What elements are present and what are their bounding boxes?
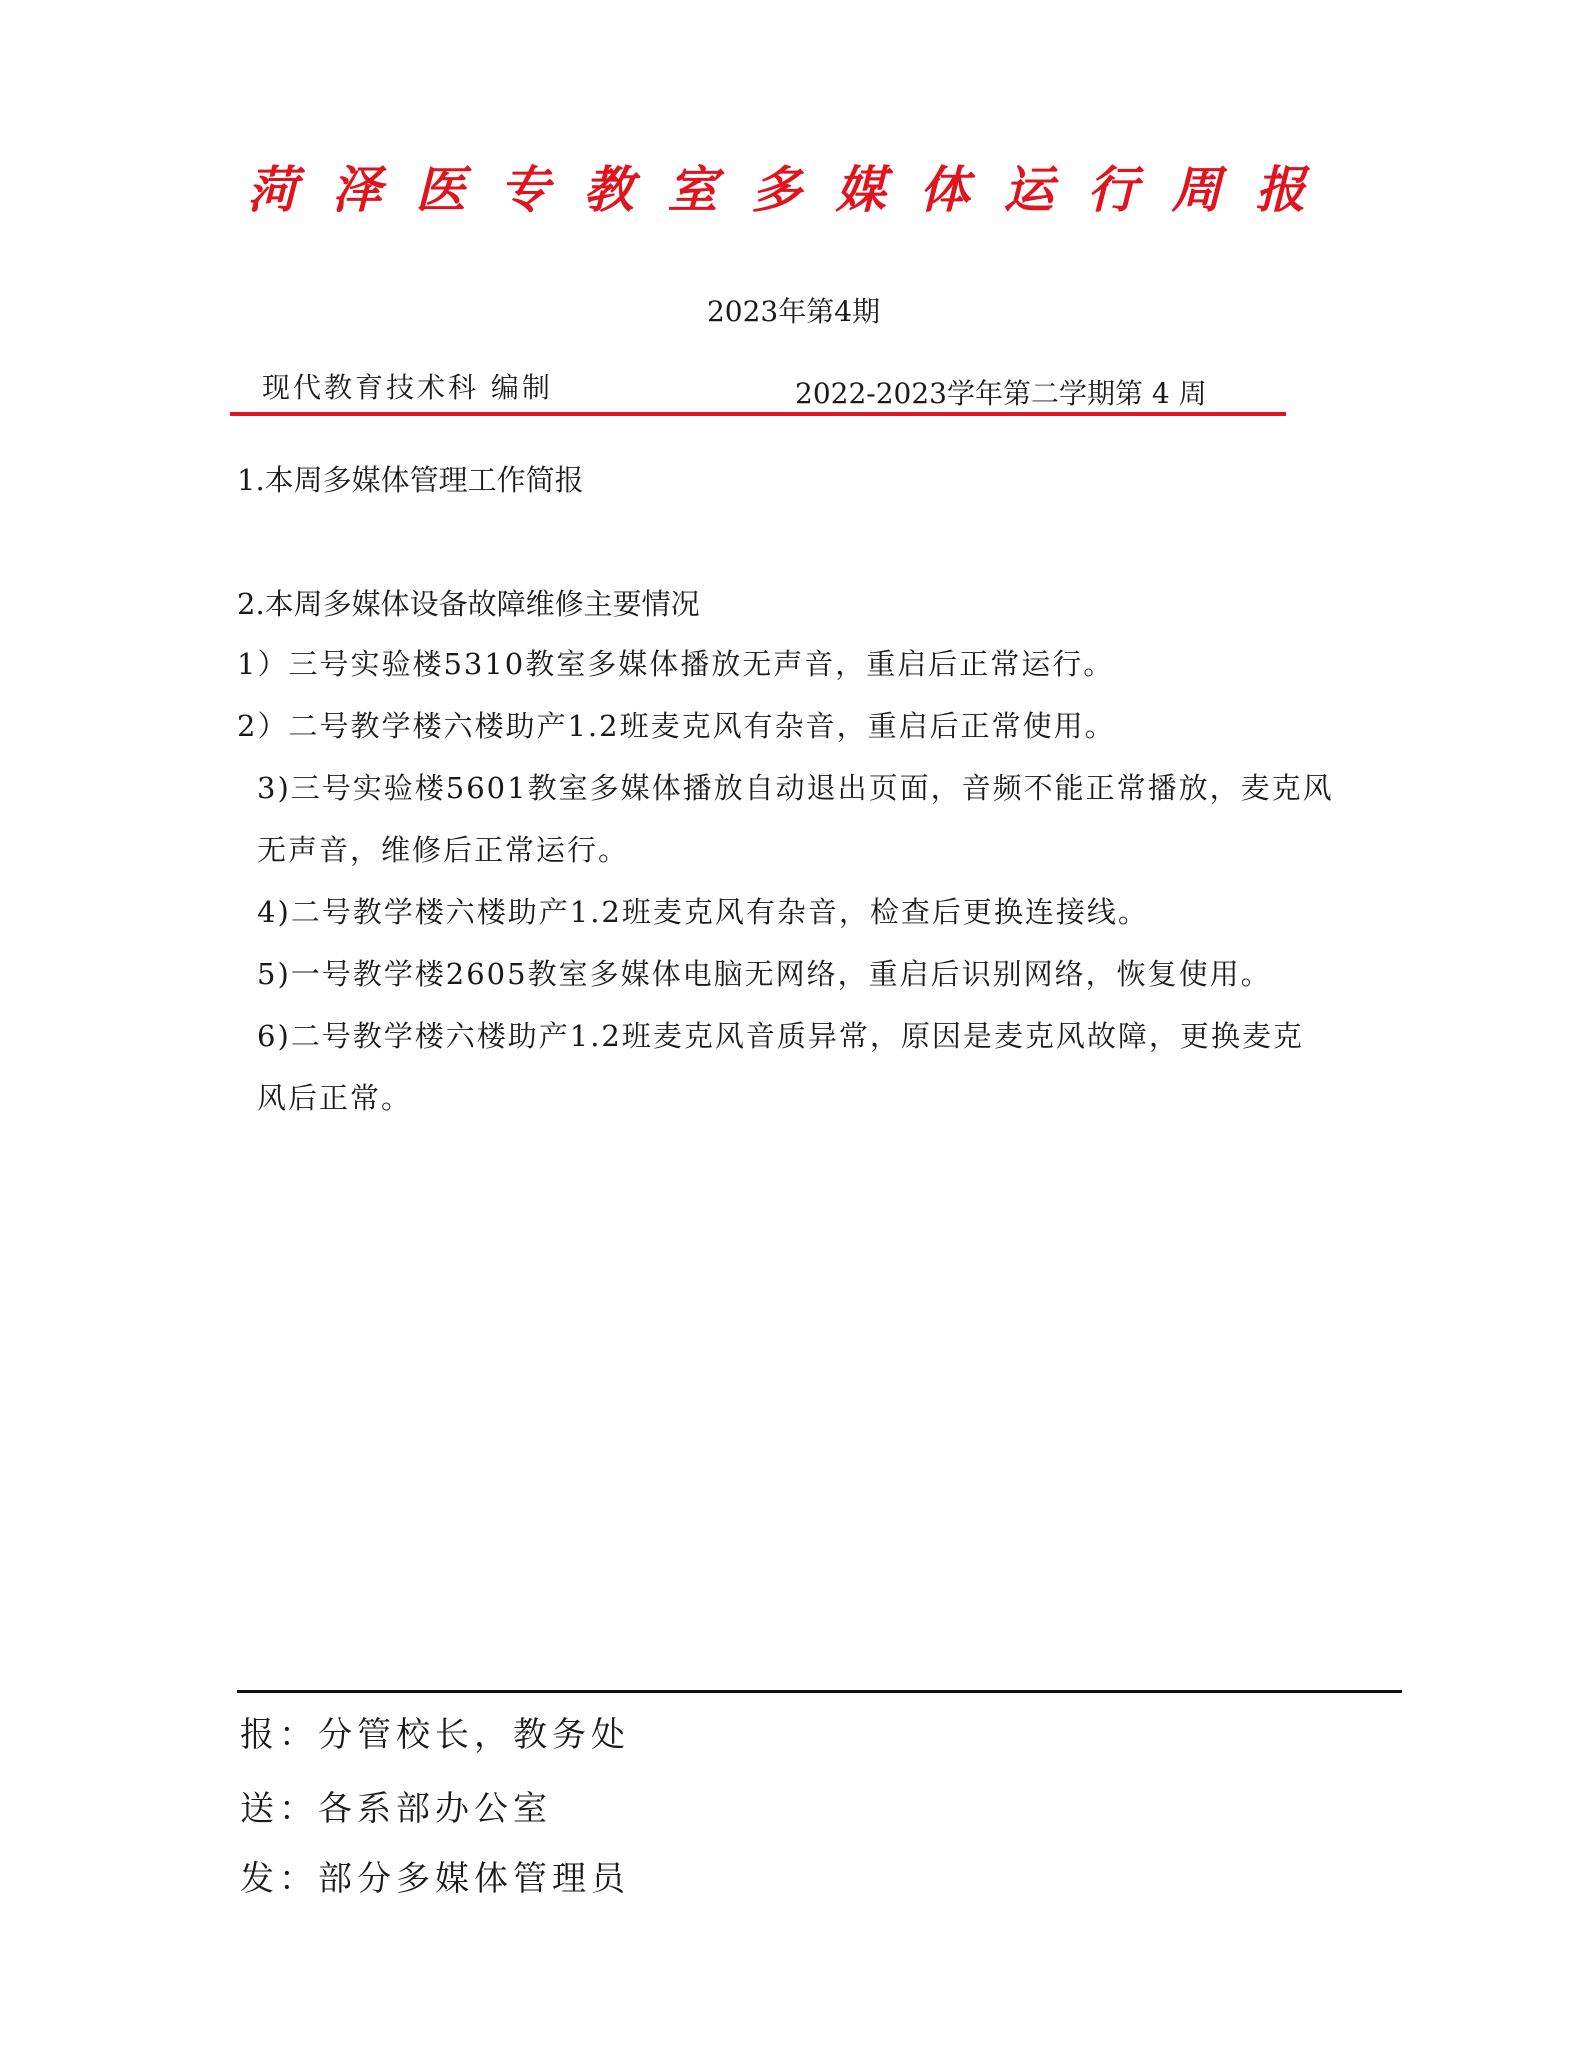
section-2-heading: 2.本周多媒体设备故障维修主要情况	[237, 587, 700, 621]
repair-item-6-continued: 风后正常。	[257, 1081, 413, 1115]
issue-number: 2023年第4期	[706, 295, 881, 328]
repair-item-5: 5)一号教学楼2605教室多媒体电脑无网络，重启后识别网络，恢复使用。	[257, 957, 1272, 991]
report-to: 报：分管校长，教务处	[240, 1715, 630, 1755]
repair-item-1: 1）三号实验楼5310教室多媒体播放无声音，重启后正常运行。	[237, 647, 1115, 681]
repair-item-4: 4)二号教学楼六楼助产1.2班麦克风有杂音，检查后更换连接线。	[257, 895, 1149, 929]
footer-rule	[237, 1690, 1402, 1693]
repair-item-3-continued: 无声音，维修后正常运行。	[257, 833, 630, 867]
header-red-rule	[230, 412, 1286, 416]
repair-item-3: 3)三号实验楼5601教室多媒体播放自动退出页面，音频不能正常播放，麦克风	[257, 771, 1334, 805]
issue-to: 发：部分多媒体管理员	[240, 1859, 630, 1899]
report-title: 菏泽医专教室多媒体运行周报	[247, 160, 1340, 219]
repair-item-6: 6)二号教学楼六楼助产1.2班麦克风音质异常，原因是麦克风故障，更换麦克	[257, 1019, 1304, 1053]
send-to: 送：各系部办公室	[240, 1789, 552, 1829]
section-1-heading: 1.本周多媒体管理工作简报	[237, 463, 584, 497]
repair-item-2: 2）二号教学楼六楼助产1.2班麦克风有杂音，重启后正常使用。	[237, 709, 1116, 743]
editor-department: 现代教育技术科 编制	[262, 371, 553, 404]
term-week: 2022-2023学年第二学期第 4 周	[795, 377, 1207, 410]
